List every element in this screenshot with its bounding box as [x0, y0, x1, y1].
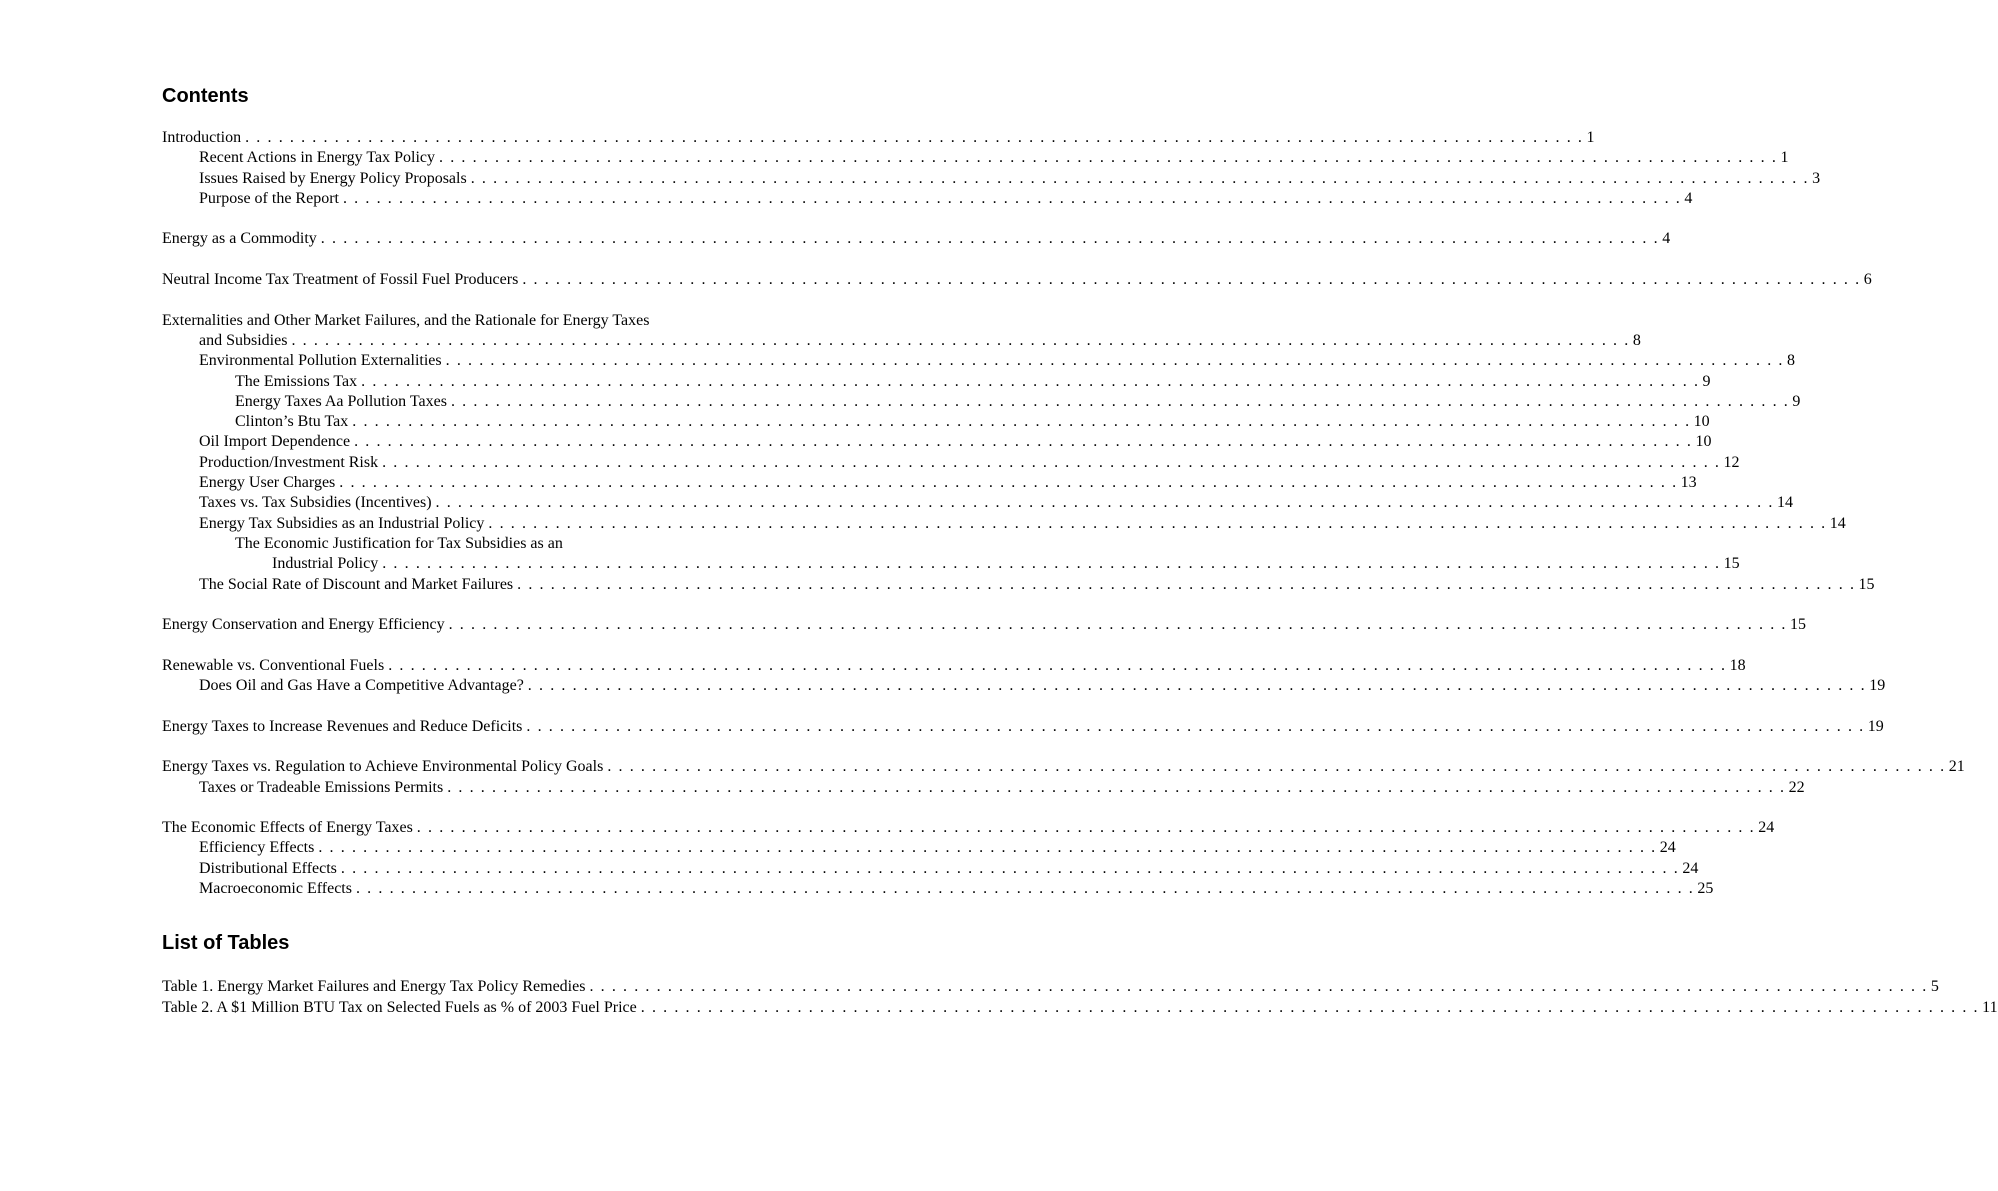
toc-entry-page-number: 1 — [1586, 129, 1595, 146]
toc-entry[interactable] — [162, 838, 1676, 858]
toc-entry-title: Energy as a Commodity — [162, 230, 317, 248]
toc-entry[interactable] — [162, 412, 1710, 432]
toc-entry-page-number: 9 — [1792, 392, 1801, 410]
dot-leader: . . . . . . . . . . . . . . . . . . . . . . . . . . . . . . . . . . . . . . . . . . . . . . . . . . . . . . . . . . . . . . . . . . . . . . . . . . . . . . . . . . . . . . . . . . . . . . . . . . . . . . . . . . . . . . . . . . . . . . . . — [517, 575, 1856, 593]
toc-entry-page-number: 15 — [1790, 616, 1806, 634]
toc-entry-page-number: 15 — [1723, 555, 1740, 573]
toc-entry-page-number: 24 — [1659, 839, 1676, 857]
toc-entry[interactable] — [162, 493, 1793, 513]
dot-leader: . . . . . . . . . . . . . . . . . . . . . . . . . . . . . . . . . . . . . . . . . . . . . . . . . . . . . . . . . . . . . . . . . . . . . . . . . . . . . . . . . . . . . . . . . . . . . . . . . . . . . . . . . . . . . . . . . . . . . . . . — [355, 879, 1695, 897]
section-gap — [162, 737, 758, 757]
section-gap — [162, 635, 758, 655]
section-gap — [162, 290, 758, 310]
dot-leader: . . . . . . . . . . . . . . . . . . . . . . . . . . . . . . . . . . . . . . . . . . . . . . . . . . . . . . . . . . . . . . . . . . . . . . . . . . . . . . . . . . . . . . . . . . . . . . . . . . . . . . . . . . . . . . . . . . . . . . . . — [291, 331, 1630, 349]
toc-entry-title: Energy User Charges — [199, 474, 336, 492]
dot-leader: . . . . . . . . . . . . . . . . . . . . . . . . . . . . . . . . . . . . . . . . . . . . . . . . . . . . . . . . . . . . . . . . . . . . . . . . . . . . . . . . . . . . . . . . . . . . . . . . . . . . . . . . . . . . . . . . . . . . . . . . — [388, 656, 1727, 674]
list-of-tables-heading: List of Tables — [162, 932, 290, 955]
toc-entry-page-number: 18 — [1729, 656, 1746, 674]
toc-entry-title: Macroeconomic Effects — [199, 879, 352, 897]
dot-leader: . . . . . . . . . . . . . . . . . . . . . . . . . . . . . . . . . . . . . . . . . . . . . . . . . . . . . . . . . . . . . . . . . . . . . . . . . . . . . . . . . . . . . . . . . . . . . . . . . . . . . . . . . . . . . . . . . . . . . . . . — [382, 453, 1721, 471]
dot-leader: . . . . . . . . . . . . . . . . . . . . . . . . . . . . . . . . . . . . . . . . . . . . . . . . . . . . . . . . . . . . . . . . . . . . . . . . . . . . . . . . . . . . . . . . . . . . . . . . . . . . . . . . . . . . . . . . . . . . . . . . — [342, 189, 1682, 207]
toc-entry[interactable] — [162, 554, 1740, 574]
toc-entry[interactable] — [162, 514, 1846, 534]
dot-leader: . . . . . . . . . . . . . . . . . . . . . . . . . . . . . . . . . . . . . . . . . . . . . . . . . . . . . . . . . . . . . . . . . . . . . . . . . . . . . . . . . . . . . . . . . . . . . . . . . . . . . . . . . . . . . . . . . . . . . . . . — [607, 758, 1946, 776]
toc-entry-title: Distributional Effects — [199, 859, 337, 877]
toc-entry-page-number: 6 — [1863, 271, 1872, 289]
dot-leader: . . . . . . . . . . . . . . . . . . . . . . . . . . . . . . . . . . . . . . . . . . . . . . . . . . . . . . . . . . . . . . . . . . . . . . . . . . . . . . . . . . . . . . . . . . . . . . . . . . . . . . . . . . . . . . . . . . . . . . . . — [447, 778, 1786, 796]
toc-entry[interactable] — [162, 128, 1595, 148]
list-of-tables — [162, 977, 1998, 1018]
toc-entry-title: Efficiency Effects — [199, 839, 315, 857]
toc-entry[interactable] — [162, 818, 1775, 838]
section-gap — [162, 798, 758, 818]
document-page — [162, 84, 1998, 1018]
toc-entry-title: Neutral Income Tax Treatment of Fossil Fuel Producers — [162, 271, 519, 289]
dot-leader: . . . . . . . . . . . . . . . . . . . . . . . . . . . . . . . . . . . . . . . . . . . . . . . . . . . . . . . . . . . . . . . . . . . . . . . . . . . . . . . . . . . . . . . . . . . . . . . . . . . . . . . . . . . . . . . . . . . . . . . . — [354, 433, 1693, 451]
toc-entry-page-number: 4 — [1684, 189, 1693, 207]
toc-entry-page-number: 1 — [1780, 149, 1789, 167]
toc-entry[interactable] — [162, 331, 1641, 351]
dot-leader: . . . . . . . . . . . . . . . . . . . . . . . . . . . . . . . . . . . . . . . . . . . . . . . . . . . . . . . . . . . . . . . . . . . . . . . . . . . . . . . . . . . . . . . . . . . . . . . . . . . . . . . . . . . . . . . . . . . . . . . . — [439, 149, 1778, 167]
table-entry[interactable] — [162, 998, 1998, 1018]
toc-entry[interactable] — [162, 859, 1699, 879]
toc-entry-title: The Social Rate of Discount and Market Failures — [199, 575, 514, 593]
toc-entry-title: Introduction — [162, 129, 242, 146]
toc-entry-page-number: 9 — [1702, 372, 1711, 390]
dot-leader: . . . . . . . . . . . . . . . . . . . . . . . . . . . . . . . . . . . . . . . . . . . . . . . . . . . . . . . . . . . . . . . . . . . . . . . . . . . . . . . . . . . . . . . . . . . . . . . . . . . . . . . . . . . . . . . . . . . . . . . . — [448, 616, 1787, 634]
toc-entry-page-number: 13 — [1680, 474, 1697, 492]
toc-entry-title: Energy Taxes Aa Pollution Taxes — [235, 392, 447, 410]
dot-leader: . . . . . . . . . . . . . . . . . . . . . . . . . . . . . . . . . . . . . . . . . . . . . . . . . . . . . . . . . . . . . . . . . . . . . . . . . . . . . . . . . . . . . . . . . . . . . . . . . . . . . . . . . . . . . . . . . . . . . . . . — [488, 514, 1827, 532]
toc-entry[interactable] — [162, 270, 1872, 290]
dot-leader: . . . . . . . . . . . . . . . . . . . . . . . . . . . . . . . . . . . . . . . . . . . . . . . . . . . . . . . . . . . . . . . . . . . . . . . . . . . . . . . . . . . . . . . . . . . . . . . . . . . . . . . . . . . . . . . . . . . . . . . . — [416, 819, 1756, 837]
toc-entry[interactable] — [162, 757, 1965, 777]
toc-entry-title: Industrial Policy — [272, 555, 379, 573]
dot-leader: . . . . . . . . . . . . . . . . . . . . . . . . . . . . . . . . . . . . . . . . . . . . . . . . . . . . . . . . . . . . . . . . . . . . . . . . . . . . . . . . . . . . . . . . . . . . . . . . . . . . . . . . . . . . . . . . . . . . . . . . — [339, 474, 1678, 492]
toc-entry-page-number: 8 — [1632, 331, 1641, 349]
toc-entry[interactable] — [162, 432, 1712, 452]
toc-entry-title: Taxes or Tradeable Emissions Permits — [199, 778, 444, 796]
dot-leader: . . . . . . . . . . . . . . . . . . . . . . . . . . . . . . . . . . . . . . . . . . . . . . . . . . . . . . . . . . . . . . . . . . . . . . . . . . . . . . . . . . . . . . . . . . . . . . . . . . . . . . . . . . . . . . . . . . . . . . . . — [640, 998, 1980, 1016]
toc-entry-page-number: 12 — [1723, 453, 1740, 471]
toc-entry[interactable] — [162, 778, 1805, 798]
toc-entry-page-number: 22 — [1788, 778, 1805, 796]
toc-entry-title: Clinton’s Btu Tax — [235, 413, 349, 431]
toc-entry[interactable] — [162, 717, 1884, 737]
toc-entry-title: The Economic Justification for Tax Subsidies as an — [235, 534, 563, 552]
dot-leader: . . . . . . . . . . . . . . . . . . . . . . . . . . . . . . . . . . . . . . . . . . . . . . . . . . . . . . . . . . . . . . . . . . . . . . . . . . . . . . . . . . . . . . . . . . . . . . . . . . . . . . . . . . . . . . . . . . . . . . . . — [589, 978, 1928, 996]
toc-entry-page-number: 14 — [1776, 494, 1793, 512]
toc-entry-page-number: 10 — [1695, 433, 1712, 451]
section-gap — [162, 696, 758, 716]
section-gap — [162, 250, 758, 270]
dot-leader: . . . . . . . . . . . . . . . . . . . . . . . . . . . . . . . . . . . . . . . . . . . . . . . . . . . . . . . . . . . . . . . . . . . . . . . . . . . . . . . . . . . . . . . . . . . . . . . . . . . . . . . . . . . . . . . . . . . . . . . . — [522, 271, 1861, 289]
toc-entry[interactable] — [162, 351, 1796, 371]
section-gap — [162, 595, 758, 615]
toc-entry-page-number: 24 — [1682, 859, 1699, 877]
toc-entry-title: Recent Actions in Energy Tax Policy — [199, 149, 436, 167]
table-entry-title: Table 1. Energy Market Failures and Energy Tax Policy Remedies — [162, 978, 586, 996]
dot-leader: . . . . . . . . . . . . . . . . . . . . . . . . . . . . . . . . . . . . . . . . . . . . . . . . . . . . . . . . . . . . . . . . . . . . . . . . . . . . . . . . . . . . . . . . . . . . . . . . . . . . . . . . . . . . . . . . . . . . . . . . — [526, 717, 1865, 735]
dot-leader: . . . . . . . . . . . . . . . . . . . . . . . . . . . . . . . . . . . . . . . . . . . . . . . . . . . . . . . . . . . . . . . . . . . . . . . . . . . . . . . . . . . . . . . . . . . . . . . . . . . . . . . . . . . . . . . . . . . . . . . . — [245, 129, 1584, 146]
toc-entry-title: Taxes vs. Tax Subsidies (Incentives) — [199, 494, 432, 512]
toc-entry[interactable] — [162, 169, 1821, 189]
table-entry[interactable] — [162, 977, 1939, 997]
dot-leader: . . . . . . . . . . . . . . . . . . . . . . . . . . . . . . . . . . . . . . . . . . . . . . . . . . . . . . . . . . . . . . . . . . . . . . . . . . . . . . . . . . . . . . . . . . . . . . . . . . . . . . . . . . . . . . . . . . . . . . . . — [318, 839, 1657, 857]
toc-entry[interactable] — [162, 392, 1801, 412]
toc-entry-title: Oil Import Dependence — [199, 433, 351, 451]
toc-entry-title: Environmental Pollution Externalities — [199, 352, 442, 370]
toc-entry-title: Energy Tax Subsidies as an Industrial Policy — [199, 514, 485, 532]
toc-entry[interactable] — [162, 879, 1714, 899]
toc-entry-page-number: 10 — [1693, 413, 1710, 431]
toc-entry-title: Does Oil and Gas Have a Competitive Advantage? — [199, 677, 524, 695]
toc-entry-title: Energy Taxes vs. Regulation to Achieve Environmental Policy Goals — [162, 758, 604, 776]
toc-entry-title: Production/Investment Risk — [199, 453, 379, 471]
toc-entry-title: The Emissions Tax — [235, 372, 358, 390]
toc-entry[interactable] — [162, 615, 1806, 635]
dot-leader: . . . . . . . . . . . . . . . . . . . . . . . . . . . . . . . . . . . . . . . . . . . . . . . . . . . . . . . . . . . . . . . . . . . . . . . . . . . . . . . . . . . . . . . . . . . . . . . . . . . . . . . . . . . . . . . . . . . . . . . . — [450, 392, 1790, 410]
dot-leader: . . . . . . . . . . . . . . . . . . . . . . . . . . . . . . . . . . . . . . . . . . . . . . . . . . . . . . . . . . . . . . . . . . . . . . . . . . . . . . . . . . . . . . . . . . . . . . . . . . . . . . . . . . . . . . . . . . . . . . . . — [361, 372, 1700, 390]
table-entry-page-number: 5 — [1930, 978, 1939, 996]
dot-leader: . . . . . . . . . . . . . . . . . . . . . . . . . . . . . . . . . . . . . . . . . . . . . . . . . . . . . . . . . . . . . . . . . . . . . . . . . . . . . . . . . . . . . . . . . . . . . . . . . . . . . . . . . . . . . . . . . . . . . . . . — [435, 494, 1774, 512]
toc-entry[interactable] — [162, 148, 1789, 168]
toc-entry-page-number: 24 — [1758, 819, 1775, 837]
toc-entry[interactable] — [162, 575, 1875, 595]
toc-entry-title: Purpose of the Report — [199, 189, 339, 207]
toc-entry[interactable] — [162, 473, 1697, 493]
toc-entry-page-number: 14 — [1829, 514, 1846, 532]
toc-entry-title: Energy Taxes to Increase Revenues and Reduce Deficits — [162, 717, 523, 735]
toc-entry-title: and Subsidies — [199, 331, 288, 349]
toc-entry-page-number: 15 — [1858, 575, 1875, 593]
table-entry-title: Table 2. A $1 Million BTU Tax on Selected Fuels as % of 2003 Fuel Price — [162, 998, 637, 1016]
toc-entry-page-number: 3 — [1812, 169, 1821, 187]
toc-entry[interactable] — [162, 189, 1693, 209]
toc-entry-page-number: 8 — [1787, 352, 1796, 370]
toc-entry-page-number: 19 — [1867, 717, 1884, 735]
table-entry-page-number: 11 — [1982, 998, 1998, 1016]
toc-entry[interactable] — [162, 372, 1711, 392]
toc-entry-title: Renewable vs. Conventional Fuels — [162, 656, 385, 674]
toc-entry[interactable] — [162, 229, 1671, 249]
toc-entry-title: Externalities and Other Market Failures, and the Rationale for Energy Taxes — [162, 311, 650, 329]
section-gap — [162, 209, 758, 229]
toc-entry-page-number: 21 — [1948, 758, 1965, 776]
dot-leader: . . . . . . . . . . . . . . . . . . . . . . . . . . . . . . . . . . . . . . . . . . . . . . . . . . . . . . . . . . . . . . . . . . . . . . . . . . . . . . . . . . . . . . . . . . . . . . . . . . . . . . . . . . . . . . . . . . . . . . . . — [527, 677, 1867, 695]
toc-entry-title: Issues Raised by Energy Policy Proposals — [199, 169, 467, 187]
dot-leader: . . . . . . . . . . . . . . . . . . . . . . . . . . . . . . . . . . . . . . . . . . . . . . . . . . . . . . . . . . . . . . . . . . . . . . . . . . . . . . . . . . . . . . . . . . . . . . . . . . . . . . . . . . . . . . . . . . . . . . . . — [340, 859, 1680, 877]
contents-heading: Contents — [162, 85, 249, 107]
toc-entry-page-number: 4 — [1662, 230, 1671, 248]
table-of-contents — [162, 128, 1965, 899]
dot-leader: . . . . . . . . . . . . . . . . . . . . . . . . . . . . . . . . . . . . . . . . . . . . . . . . . . . . . . . . . . . . . . . . . . . . . . . . . . . . . . . . . . . . . . . . . . . . . . . . . . . . . . . . . . . . . . . . . . . . . . . . — [470, 169, 1810, 187]
toc-entry-title: The Economic Effects of Energy Taxes — [162, 819, 413, 837]
dot-leader: . . . . . . . . . . . . . . . . . . . . . . . . . . . . . . . . . . . . . . . . . . . . . . . . . . . . . . . . . . . . . . . . . . . . . . . . . . . . . . . . . . . . . . . . . . . . . . . . . . . . . . . . . . . . . . . . . . . . . . . . — [445, 352, 1785, 370]
dot-leader: . . . . . . . . . . . . . . . . . . . . . . . . . . . . . . . . . . . . . . . . . . . . . . . . . . . . . . . . . . . . . . . . . . . . . . . . . . . . . . . . . . . . . . . . . . . . . . . . . . . . . . . . . . . . . . . . . . . . . . . . — [320, 230, 1660, 248]
toc-entry[interactable] — [162, 656, 1746, 676]
toc-entry[interactable] — [162, 453, 1740, 473]
dot-leader: . . . . . . . . . . . . . . . . . . . . . . . . . . . . . . . . . . . . . . . . . . . . . . . . . . . . . . . . . . . . . . . . . . . . . . . . . . . . . . . . . . . . . . . . . . . . . . . . . . . . . . . . . . . . . . . . . . . . . . . . — [382, 555, 1721, 573]
toc-entry[interactable] — [162, 676, 1886, 696]
toc-entry-page-number: 25 — [1697, 879, 1714, 897]
dot-leader: . . . . . . . . . . . . . . . . . . . . . . . . . . . . . . . . . . . . . . . . . . . . . . . . . . . . . . . . . . . . . . . . . . . . . . . . . . . . . . . . . . . . . . . . . . . . . . . . . . . . . . . . . . . . . . . . . . . . . . . . — [352, 413, 1691, 431]
toc-entry-page-number: 19 — [1869, 677, 1886, 695]
toc-entry-title: Energy Conservation and Energy Efficiency — [162, 616, 445, 634]
